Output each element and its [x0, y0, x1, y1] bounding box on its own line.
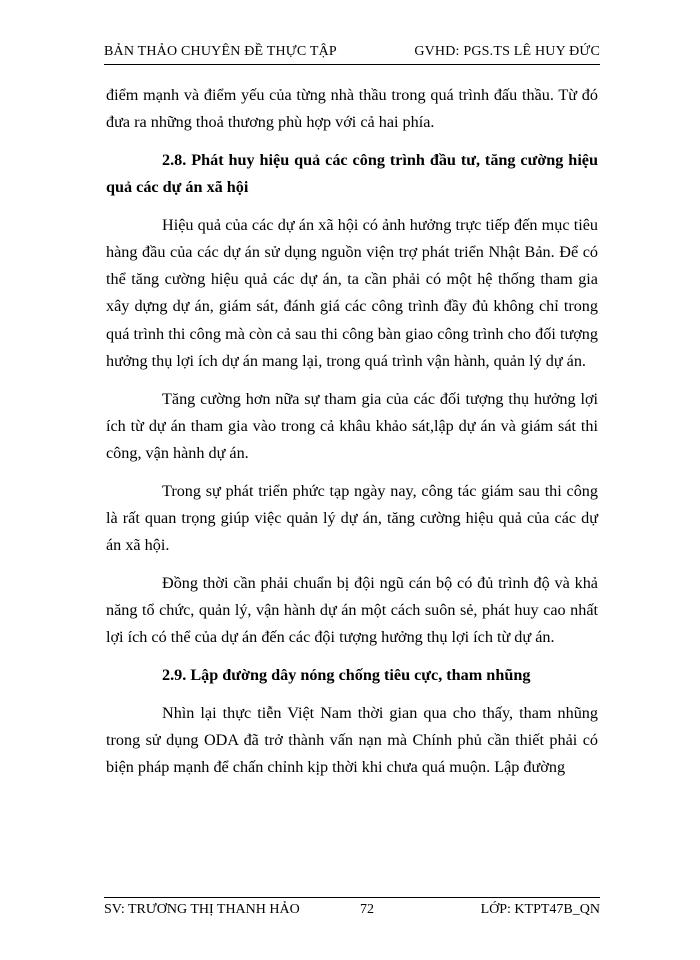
paragraph: Đồng thời cần phải chuẩn bị đội ngũ cán bộ có đủ trình độ và khả năng tổ chức, quản lý, vận hành dự án một cách suôn sẻ, phát huy cao nhất lợi ích có thể của dự án đến các đội tượng hưởng thụ lợi ích từ dự án.: [106, 573, 598, 647]
paragraph: Tăng cường hơn nữa sự tham gia của các đối tượng thụ hưởng lợi ích từ dự án tham gia vào trong cả khâu khảo sát,lập dự án và giám sát thi công, vận hành dự án.: [106, 389, 598, 462]
page-header: [104, 44, 600, 65]
paragraph: Trong sự phát triển phức tạp ngày nay, công tác giám sau thi công là rất quan trọng giúp việc quản lý dự án, tăng cường hiệu quả của các dự án xã hội.: [106, 481, 598, 555]
section-heading-2-9: 2.9. Lập đường dây nóng chống tiêu cực, tham nhũng: [162, 665, 531, 684]
footer-class: LỚP: KTPT47B_QN: [480, 902, 600, 917]
footer-student-name: SV: TRƯƠNG THỊ THANH HẢO: [104, 902, 300, 917]
page-number: 72: [360, 902, 374, 917]
paragraph-continued: điểm mạnh và điểm yếu của từng nhà thầu trong quá trình đấu thầu. Từ đó đưa ra những thoả thương phù hợp với cả hai phía.: [106, 86, 598, 132]
paragraph: Nhìn lại thực tiễn Việt Nam thời gian qua cho thấy, tham nhũng trong sử dụng ODA đã trở thành vấn nạn mà Chính phủ cần thiết phải có biện pháp mạnh để chấn chỉnh kịp thời khi chưa quá muộn. Lập đường: [106, 703, 598, 776]
header-supervisor: GVHD: PGS.TS LÊ HUY ĐỨC: [414, 44, 600, 59]
section-heading-2-8: 2.8. Phát huy hiệu quả các công trình đầu tư, tăng cường hiệu quả các dự án xã hội: [106, 150, 598, 197]
header-document-title: BẢN THẢO CHUYÊN ĐỀ THỰC TẬP: [104, 44, 337, 59]
page-content: [106, 82, 598, 792]
page-footer: [104, 897, 600, 920]
paragraph: Hiệu quả của các dự án xã hội có ảnh hưởng trực tiếp đến mục tiêu hàng đầu của các dự án sử dụng nguồn viện trợ phát triển Nhật Bản. Để có thể tăng cường hiệu quả các dự án, ta cần phải có một hệ thống tham gia xây dựng dự án, giám sát, đánh giá các công trình đầy đủ không chỉ trong quá trình thi công mà còn cả sau thi công bàn giao công trình cho đối tượng hưởng thụ lợi ích dự án mang lại, trong quá trình vận hành, quản lý dự án.: [106, 215, 598, 370]
